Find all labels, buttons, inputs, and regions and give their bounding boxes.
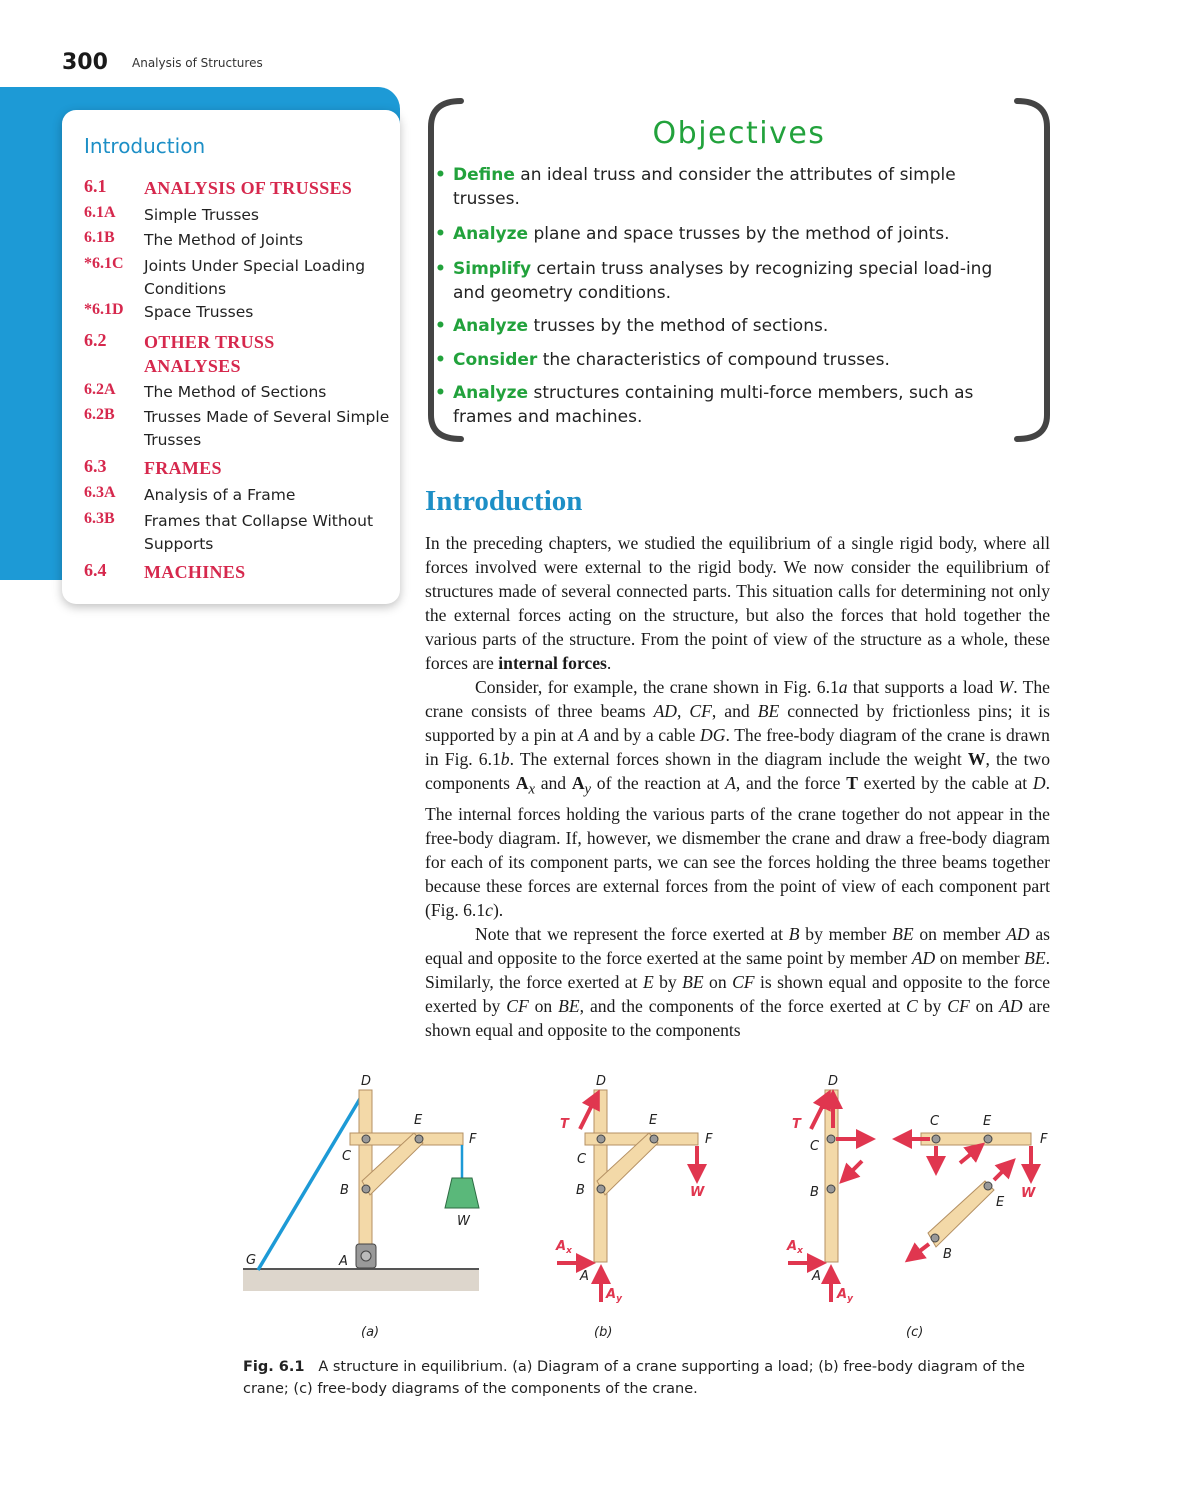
pin-b [362,1185,370,1193]
toc-label: Space Trusses [144,303,254,321]
svg-text:C: C [342,1149,352,1164]
svg-text:B: B [340,1183,349,1198]
paragraph: In the preceding chapters, we studied the equilibrium of a single rigid body, where all forces involved were external to the rigid body. We now consider the equilibrium of structures made of several connected parts. This situation calls for determining not only the external forces acting on the structure, but also the forces that hold together the various parts of the structure. From the point of view of the structure as a whole, these forces are internal forces. [425,533,1050,673]
free-body-diagram-b [555,1074,713,1340]
svg-text:C: C [577,1152,587,1167]
component-diagrams-c [786,1074,1048,1340]
toc-number: 6.1 [84,176,107,196]
svg-text:A: A [812,1269,821,1284]
toc-label: The Method of Joints [144,231,304,249]
bullet-icon: • [435,224,446,244]
svg-text:C: C [930,1114,940,1129]
toc-label: ANALYSIS OF TRUSSES [144,178,353,198]
toc-number: 6.3 [84,456,107,476]
bullet-icon: • [435,316,446,336]
svg-text:D: D [828,1074,839,1089]
figure-6-1 [230,1065,1070,1355]
svg-text:Ay: $A_y$ [606,1287,622,1304]
svg-text:A: A [339,1254,348,1269]
toc-label: The Method of Sections [144,383,327,401]
objectives-title: Objectives [652,116,826,151]
bullet-icon: • [435,383,446,403]
load-weight [445,1178,479,1208]
toc-label: FRAMES [144,458,222,478]
svg-text:F: F [705,1132,713,1147]
running-head: Analysis of Structures [132,56,263,70]
cable-dg [258,1092,364,1270]
svg-text:F: F [469,1132,477,1147]
svg-text:Ax: $A_x$ [787,1239,803,1256]
objectives-box [425,97,1053,442]
page-header [62,50,263,80]
objective-item: • Simplify certain truss analyses by recognizing special load-ing and geometry conditions. [435,259,993,303]
svg-text:(c): (c) [906,1325,924,1340]
svg-text:D: D [596,1074,607,1089]
toc-number: 6.2 [84,330,107,350]
objective-item: • Analyze structures containing multi-force members, such as frames and machines. [435,383,974,427]
toc-number: 6.2B [84,406,115,423]
introduction-body [425,531,1050,1042]
toc-label: Trusses Made of Several Simple Trusses [144,408,390,449]
caption-text: A structure in equilibrium. (a) Diagram of a crane supporting a load; (b) free-body diagram of the crane; (c) free-body diagrams of the components of the crane. [243,1359,1025,1397]
figure-caption [243,1356,1043,1400]
objective-item: • Analyze trusses by the method of sections. [435,316,829,336]
toc-number: 6.3A [84,484,116,501]
bullet-icon: • [435,350,446,370]
chapter-toc [62,110,400,604]
svg-text:Ax: $A_x$ [556,1239,572,1256]
toc-label: Analysis of a Frame [144,486,296,504]
svg-text:A: A [580,1269,589,1284]
svg-text:E: E [983,1114,992,1129]
paragraph: Note that we represent the force exerted at B by member BE on member AD as equal and opposite to the force exerted at the same point by member AD on member BE. Similarly, the force exerted at E by BE on CF is shown equal and opposite to the force exerted by CF on BE, and the components of the force exerted at C by CF on AD are shown equal and opposite to the components [425,923,1051,1040]
pin-a [361,1251,371,1261]
svg-text:F: F [1040,1132,1048,1147]
svg-text:T: T [560,1117,569,1132]
toc-number: 6.1B [84,229,115,246]
svg-text:B: B [943,1247,952,1262]
svg-text:E: E [414,1113,423,1128]
toc-label: MACHINES [144,562,246,582]
svg-text:G: G [246,1253,257,1268]
bullet-icon: • [435,165,446,185]
section-heading: Introduction [425,485,583,517]
svg-text:T: T [792,1117,801,1132]
toc-label: Frames that Collapse Without Supports [144,512,374,553]
paragraph: Consider, for example, the crane shown in Fig. 6.1a that supports a load W. The crane consists of three beams AD, CF, and BE connected by frictionless pins; it is supported by a pin at A and by a cable DG. The free-body diagram of the crane is drawn in Fig. 6.1b. The external forces shown in the diagram include the weight W, the two components $A_x$ and $A_y$ of the reaction at A, and the force T exerted by the cable at D. The internal forces holding the various parts of the crane together do not appear in the free-body diagram. If, however, we dismember the crane and draw a free-body diagram for each of its component parts, we can see the forces holding the three beams together because these forces are external forces from the point of view of each component part (Fig. 6.1c). [425,677,1051,920]
bold-term: internal forces [498,653,607,673]
crane-diagram-a [243,1074,479,1340]
svg-text:W: W [457,1214,470,1229]
svg-text:(b): (b) [594,1325,613,1340]
caption-label: Fig. 6.1 [243,1359,305,1375]
pin-c [362,1135,370,1143]
svg-text:E: E [996,1195,1005,1210]
bullet-icon: • [435,259,446,279]
toc-number: 6.4 [84,560,107,580]
toc-number: 6.1A [84,204,116,221]
pin-e [415,1135,423,1143]
svg-text:B: B [576,1183,585,1198]
svg-text:B: B [810,1185,819,1200]
page-number: 300 [62,50,108,75]
svg-text:D: D [361,1074,372,1089]
svg-text:C: C [810,1139,820,1154]
svg-text:W: W [1021,1186,1036,1201]
toc-number: 6.2A [84,381,116,398]
objective-item: • Define an ideal truss and consider the attributes of simple trusses. [435,165,956,209]
objective-item: • Analyze plane and space trusses by the method of joints. [435,224,950,244]
toc-number: 6.3B [84,510,115,527]
toc-label: Simple Trusses [144,206,260,224]
toc-label: OTHER TRUSS ANALYSES [144,332,275,376]
svg-text:E: E [649,1113,658,1128]
svg-text:(a): (a) [361,1325,380,1340]
svg-text:Ay: $A_y$ [837,1287,853,1304]
toc-number: *6.1D [84,301,124,318]
toc-number: *6.1C [84,255,124,272]
svg-text:W: W [690,1185,705,1200]
ground [243,1269,479,1291]
toc-label: Joints Under Special Loading Conditions [144,257,366,298]
objective-item: • Consider the characteristics of compound trusses. [435,350,890,370]
toc-title[interactable]: Introduction [84,134,206,158]
